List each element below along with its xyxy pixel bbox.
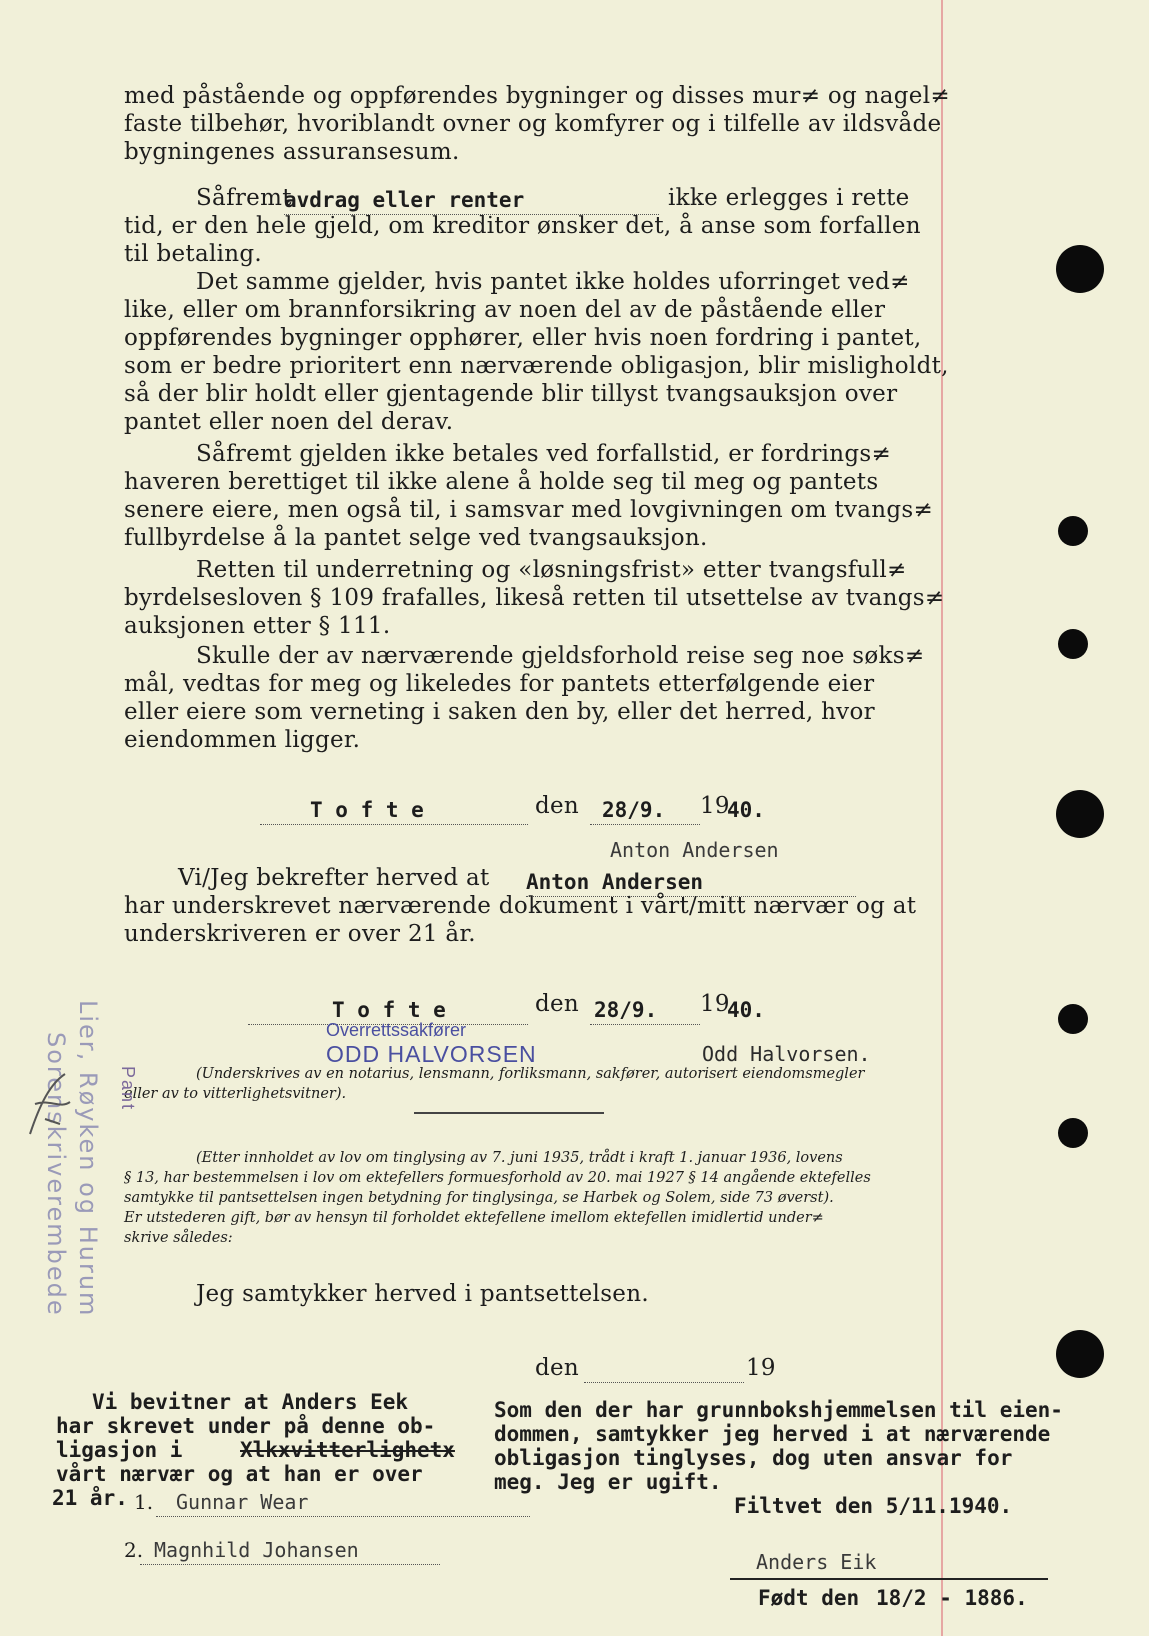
stamp-text: Pant: [118, 1066, 138, 1112]
text-line: eller eiere som verneting i saken den by, eller det herred, hvor: [124, 699, 875, 725]
place-field: T o f t e: [260, 796, 528, 825]
witness-name: Gunnar Wear: [156, 1488, 530, 1517]
born-label: Født den: [758, 1586, 860, 1610]
stamp-text: Sorenskriverembede: [42, 1032, 70, 1317]
note-line: eller av to vitterlighetsvitner).: [124, 1086, 347, 1102]
note-line: samtykke til pantsettelsen ingen betydning for tinglysinga, se Harbek og Solem, side 73 øverst).: [124, 1190, 834, 1206]
note-line: skrive således:: [124, 1230, 233, 1246]
witness-text: vårt nærvær og at han er over: [56, 1462, 423, 1486]
date-label: den: [535, 991, 580, 1017]
text-line: auksjonen etter § 111.: [124, 613, 391, 639]
text-line: med påstående og oppførendes bygninger og disses mur≠ og nagel≠: [124, 83, 950, 109]
punch-hole: [1056, 245, 1104, 293]
witness-text: ligasjon i: [56, 1438, 183, 1462]
signature: Anton Andersen: [610, 838, 779, 862]
place-field: T o f t e: [248, 996, 528, 1025]
text-line: pantet eller noen del derav.: [124, 409, 454, 435]
filled-field: avdrag eller renter: [284, 186, 659, 215]
text-line: mål, vedtas for meg og likeledes for pantets etterfølgende eier: [124, 671, 875, 697]
owner-text: obligasjon tinglyses, dog uten ansvar for: [494, 1446, 1013, 1470]
text-line: til betaling.: [124, 241, 263, 267]
punch-hole: [1058, 629, 1088, 659]
text-line: så der blir holdt eller gjentagende blir tillyst tvangsauksjon over: [124, 381, 898, 407]
divider: [414, 1112, 604, 1114]
text-line: Det samme gjelder, hvis pantet ikke holdes uforringet ved≠: [196, 269, 910, 295]
witness-number: 1.: [134, 1490, 154, 1514]
text-line: Såfremt: [196, 185, 292, 211]
signature: Odd Halvorsen.: [702, 1042, 871, 1066]
note-line: (Underskrives av en notarius, lensmann, forliksmann, sakfører, autorisert eiendomsmegler: [196, 1066, 865, 1082]
witness-name: Magnhild Johansen: [140, 1536, 440, 1565]
owner-text: Som den der har grunnbokshjemmelsen til eien-: [494, 1398, 1063, 1422]
date-field: 28/9.: [590, 796, 700, 825]
text-line: senere eiere, men også til, i samsvar med lovgivningen om tvangs≠: [124, 497, 934, 523]
attest-line: Vi/Jeg bekrefter herved at: [178, 865, 490, 891]
attest-line: har underskrevet nærværende dokument i vårt/mitt nærvær og at: [124, 893, 917, 919]
punch-hole: [1058, 1004, 1088, 1034]
text-line: like, eller om brannforsikring av noen del av de påstående eller: [124, 297, 886, 323]
text-line: bygningenes assuransesum.: [124, 139, 460, 165]
text-line: tid, er den hele gjeld, om kreditor ønsker det, å anse som forfallen: [124, 213, 921, 239]
court-stamp: [18, 996, 138, 1318]
witness-number: 2.: [124, 1538, 144, 1562]
date-field: 28/9.: [590, 996, 700, 1025]
text-line: byrdelsesloven § 109 frafalles, likeså retten til utsettelse av tvangs≠: [124, 585, 945, 611]
witness-text: 21 år.: [52, 1486, 128, 1510]
text-line: Retten til underretning og «løsningsfrist» etter tvangsfull≠: [196, 557, 907, 583]
punch-hole: [1058, 1118, 1088, 1148]
margin-line: [941, 0, 943, 1636]
punch-hole: [1056, 1330, 1104, 1378]
stamp-text: Lier, Røyken og Hurum: [74, 1000, 102, 1318]
date-field: [584, 1360, 744, 1383]
text-line: fullbyrdelse å la pantet selge ved tvangsauksjon.: [124, 525, 708, 551]
owner-place-date: Filtvet den 5/11.1940.: [734, 1494, 1013, 1518]
year-label: 19: [700, 991, 730, 1017]
consent-line: Jeg samtykker herved i pantsettelsen.: [196, 1281, 649, 1307]
date-label: den: [535, 793, 580, 819]
punch-hole: [1056, 790, 1104, 838]
text-line: haveren berettiget til ikke alene å holde seg til meg og pantets: [124, 469, 879, 495]
stamp-name: ODD HALVORSEN: [326, 1041, 537, 1067]
note-line: § 13, har bestemmelsen i lov om ektefellers formuesforhold av 20. mai 1927 § 14 angående ektefelles: [124, 1170, 871, 1186]
year-label: 19: [746, 1355, 776, 1381]
struck-text: Xlkxvitterlighetx: [240, 1438, 455, 1462]
witness-text: har skrevet under på denne ob-: [56, 1414, 436, 1438]
text-line: oppførendes bygninger opphører, eller hvis noen fordring i pantet,: [124, 325, 922, 351]
date-label: den: [535, 1355, 580, 1381]
year-field: 40.: [727, 998, 765, 1022]
note-line: (Etter innholdet av lov om tinglysing av 7. juni 1935, trådt i kraft 1. januar 1936, lovens: [196, 1150, 843, 1166]
owner-signature: Anders Eik: [756, 1550, 877, 1574]
handwritten-mark: [20, 1064, 80, 1144]
owner-text: meg. Jeg er ugift.: [494, 1470, 722, 1494]
text-line: Såfremt gjelden ikke betales ved forfallstid, er fordrings≠: [196, 441, 892, 467]
attest-name: Anton Andersen: [526, 868, 856, 897]
year-label: 19: [700, 793, 730, 819]
text-line: faste tilbehør, hvoriblandt ovner og komfyrer og i tilfelle av ildsvåde: [124, 111, 942, 137]
stamp-title: Overrettssakfører: [326, 1020, 467, 1040]
attest-line: underskriveren er over 21 år.: [124, 921, 476, 947]
born-date: 18/2 - 1886.: [876, 1586, 1028, 1610]
owner-text: dommen, samtykker jeg herved i at nærværende: [494, 1422, 1051, 1446]
text-line: Skulle der av nærværende gjeldsforhold reise seg noe søks≠: [196, 643, 925, 669]
witness-text: Vi bevitner at Anders Eek: [92, 1390, 409, 1414]
text-line: ikke erlegges i rette: [668, 185, 910, 211]
punch-hole: [1058, 516, 1088, 546]
year-field: 40.: [727, 798, 765, 822]
note-line: Er utstederen gift, bør av hensyn til forholdet ektefellene imellom ektefellen imidlertid under≠: [124, 1210, 824, 1226]
signature-line: [730, 1578, 1048, 1580]
text-line: eiendommen ligger.: [124, 727, 361, 753]
text-line: som er bedre prioritert enn nærværende obligasjon, blir misligholdt,: [124, 353, 949, 379]
